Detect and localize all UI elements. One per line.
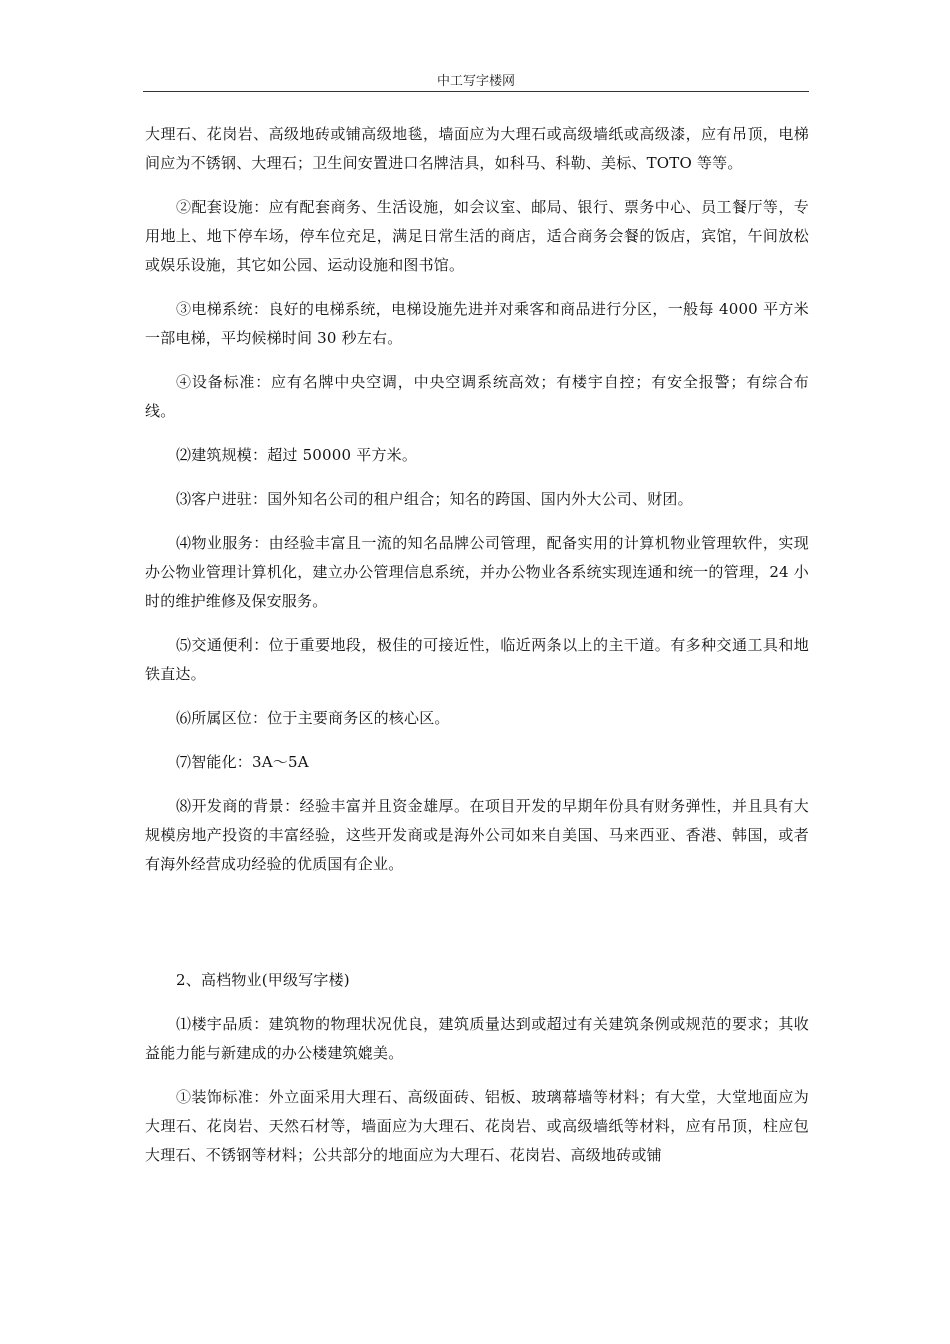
paragraph-property-services: ⑷物业服务：由经验丰富且一流的知名品牌公司管理，配备实用的计算机物业管理软件，实现办公物业管理计算机化，建立办公管理信息系统，并办公物业各系统实现连通和统一的管理，24 小时的维护维修及保安服务。 [145,534,809,610]
document-body [145,120,809,1170]
page-header [143,70,809,92]
paragraph-decoration-standard: ①装饰标准：外立面采用大理石、高级面砖、铝板、玻璃幕墙等材料；有大堂，大堂地面应为大理石、花岗岩、天然石材等，墙面应为大理石、花岗岩、或高级墙纸等材料，应有吊顶，柱应包大理石、不锈钢等材料；公共部分的地面应为大理石、花岗岩、高级地砖或铺 [145,1088,809,1164]
header-title: 中工写字楼网 [436,74,515,89]
paragraph-transportation: ⑸交通便利：位于重要地段，极佳的可接近性，临近两条以上的主干道。有多种交通工具和地铁直达。 [145,636,809,683]
paragraph-building-scale: ⑵建筑规模：超过 50000 平方米。 [176,446,418,464]
paragraph-decoration-continued: 大理石、花岗岩、高级地砖或铺高级地毯，墙面应为大理石或高级墙纸或高级漆，应有吊顶，电梯间应为不锈钢、大理石；卫生间安置进口名牌洁具，如科马、科勒、美标、TOTO 等等。 [145,125,809,172]
paragraph-building-quality: ⑴楼宇品质：建筑物的物理状况优良，建筑质量达到或超过有关建筑条例或规范的要求；其收益能力能与新建成的办公楼建筑媲美。 [145,1015,809,1062]
paragraph-elevator-system: ③电梯系统：良好的电梯系统，电梯设施先进并对乘客和商品进行分区，一般每 4000 平方米一部电梯，平均候梯时间 30 秒左右。 [145,300,809,347]
paragraph-tenants: ⑶客户进驻：国外知名公司的租户组合；知名的跨国、国内外大公司、财团。 [176,490,693,508]
section-heading-grade-a: 2、高档物业(甲级写字楼) [176,971,350,989]
paragraph-equipment-standard: ④设备标准：应有名牌中央空调，中央空调系统高效；有楼宇自控；有安全报警；有综合布线。 [145,373,809,420]
paragraph-supporting-facilities: ②配套设施：应有配套商务、生活设施，如会议室、邮局、银行、票务中心、员工餐厅等，专用地上、地下停车场，停车位充足，满足日常生活的商店，适合商务会餐的饭店，宾馆，午间放松或娱乐设施，其它如公园、运动设施和图书馆。 [145,198,809,274]
paragraph-intelligence: ⑺智能化：3A～5A [176,753,309,771]
paragraph-location: ⑹所属区位：位于主要商务区的核心区。 [176,709,450,727]
paragraph-developer-background: ⑻开发商的背景：经验丰富并且资金雄厚。在项目开发的早期年份具有财务弹性，并且具有大规模房地产投资的丰富经验，这些开发商或是海外公司如来自美国、马来西亚、香港、韩国，或者有海外经营成功经验的优质国有企业。 [145,797,809,873]
